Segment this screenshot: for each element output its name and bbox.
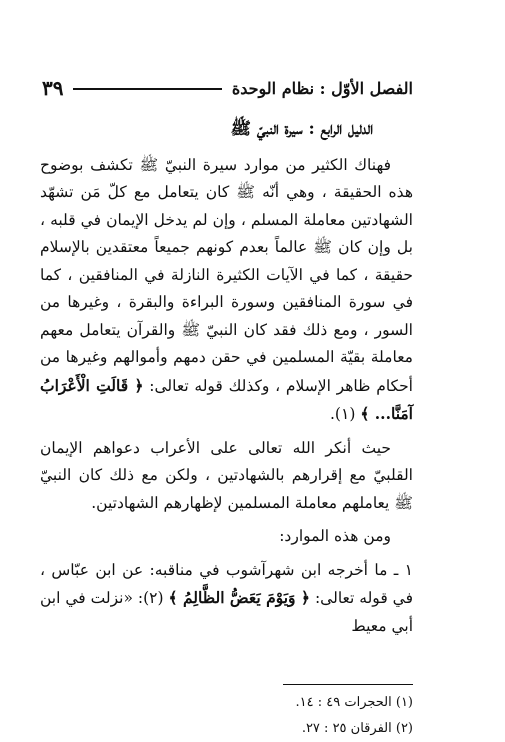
footnote-ref-1: (١).: [330, 405, 356, 423]
paragraph-2-text: حيث أنكر الله تعالى على الأعراب دعواهم الإيمان القلبيّ مع إقرارهم بالشهادتين ، ولكن مع ذلك كان النبيّ ﷺ يعاملهم معاملة المسلمين لإظهارهم الشهادتين.: [40, 438, 413, 512]
paragraph-3-text: ومن هذه الموارد:: [279, 527, 391, 545]
footnotes: [40, 690, 413, 742]
footnote-rule: [283, 684, 413, 685]
footnote-1: (١) الحجرات ٤٩ : ١٤.: [295, 695, 413, 710]
list-item-1: [40, 557, 413, 641]
section-heading: الدليل الرابع : سيرة النبيّ ﷺ: [230, 119, 373, 139]
quran-quote-1: ﴿ قَالَتِ الْأَعْرَابُ آمَنَّا... ﴾: [40, 375, 413, 423]
running-title: الفصل الأوّل : نظام الوحدة: [231, 78, 413, 98]
running-header: [42, 74, 413, 102]
paragraph-2: [40, 435, 413, 518]
paragraph-1-text: فهناك الكثير من موارد سيرة النبيّ ﷺ تكشف بوضوح هذه الحقيقة ، وهي أنّه ﷺ كان يتعامل مع كلّ مَن تشهّد الشهادتين معاملة المسلم ، وإن لم يدخل الإيمان في قلبه ، بل وإن كان ﷺ عالماً بعدم كونهم جميعاً معتقدين بالإسلام حقيقة ، كما في الآيات الكثيرة النازلة في المنافقين ، كما في سورة المنافقين وسورة البراءة والبقرة ، وغيرها من السور ، ومع ذلك فقد كان النبيّ ﷺ والقرآن يتعامل معهم معاملة بقيّة المسلمين في حقن دمهم وأموالهم وغيرها من أحكام ظاهر الإسلام ، وكذلك قوله تعالى:: [40, 155, 413, 395]
footnote-ref-2: (٢): [143, 589, 164, 607]
quran-quote-2: ﴿ وَيَوْمَ يَعَضُّ الظَّالِمُ ﴾: [168, 588, 310, 607]
page-number: ٣٩: [42, 76, 64, 100]
list-item-1-tail: : «نزلت في ابن أبي معيط: [40, 589, 413, 635]
main-text: [40, 116, 413, 646]
header-rule: [73, 88, 221, 90]
list-item-1-lead: ١ ـ ما أخرجه ابن شهرآشوب في مناقبه: عن ابن عبّاس ، في قوله تعالى:: [40, 560, 413, 607]
footnote-2: (٢) الفرقان ٢٥ : ٢٧.: [301, 721, 413, 736]
paragraph-3: [40, 523, 413, 551]
paragraph-1: [40, 152, 413, 429]
